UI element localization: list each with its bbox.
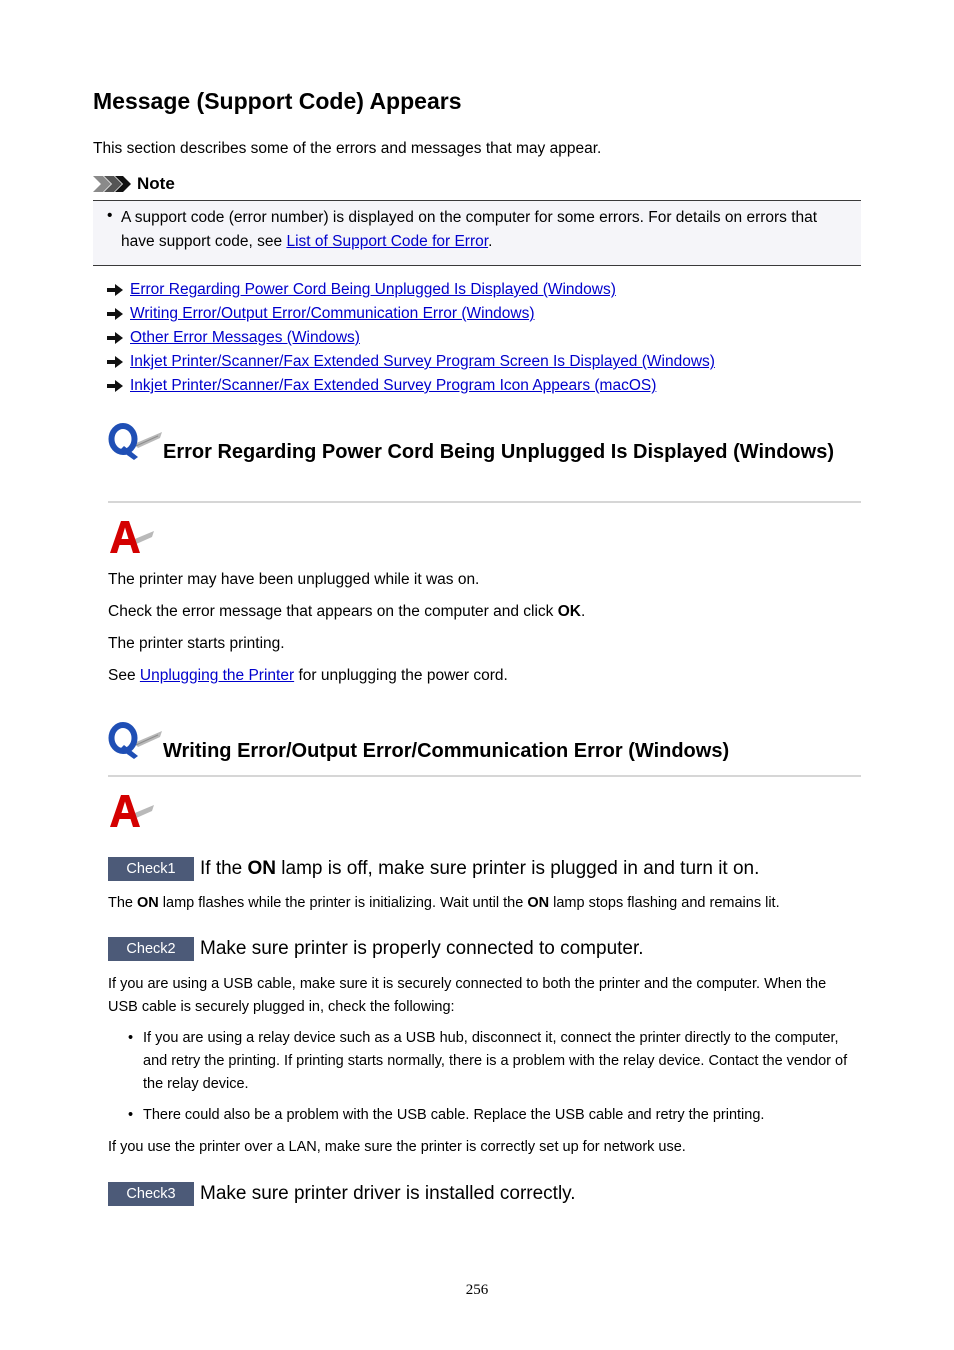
check2-heading [108, 937, 644, 961]
on-lamp-label: ON [527, 895, 550, 911]
section1-p3: The printer starts printing. [108, 635, 285, 652]
toc-link-writing-error[interactable]: Writing Error/Output Error/Communication Error (Windows) [130, 305, 535, 322]
check3-badge: Check3 [108, 1182, 194, 1206]
intro-text: This section describes some of the errors and messages that may appear. [93, 140, 602, 157]
check2-bullet-cable-text: There could also be a problem with the USB cable. Replace the USB cable and retry the printing. [143, 1107, 765, 1123]
answer-icon [108, 793, 156, 829]
section2-heading [163, 739, 863, 764]
toc-item-power-cord [107, 279, 616, 301]
check2-bullet-relay-text: If you are using a relay device such as a USB hub, disconnect it, connect the printer directly to the computer, and retry the printing. If printing starts normally, there is a problem with the relay device. Contact the vendor of the relay device. [143, 1030, 848, 1092]
answer-icon [108, 519, 156, 555]
ok-label: OK [557, 603, 581, 620]
section1-p2 [108, 603, 585, 621]
on-lamp-label: ON [137, 895, 159, 911]
check2-bullet-relay [128, 1027, 848, 1096]
right-arrow-icon [107, 332, 123, 344]
note-heading [93, 173, 175, 195]
note-text [121, 206, 851, 254]
check1-title-end: lamp is off, make sure printer is plugged in and turn it on. [276, 858, 760, 879]
check2-badge: Check2 [108, 937, 194, 961]
check1-desc-e: lamp stops flashing and remains lit. [549, 895, 780, 911]
check2-bullet-cable [128, 1104, 848, 1127]
toc-item-survey-screen [107, 351, 715, 373]
toc-link-survey-icon[interactable]: Inkjet Printer/Scanner/Fax Extended Survey Program Icon Appears (macOS) [130, 377, 657, 394]
section2-title: Writing Error/Output Error/Communication Error (Windows) [163, 740, 730, 762]
check1-title-start: If the [200, 858, 248, 879]
right-arrow-icon [107, 356, 123, 368]
check3-heading [108, 1182, 576, 1206]
right-arrow-icon [107, 284, 123, 296]
check3-title: Make sure printer driver is installed correctly. [200, 1183, 576, 1204]
check2-description: If you are using a USB cable, make sure it is securely connected to both the printer and the computer. When the USB cable is securely plugged in, check the following: [108, 976, 827, 1015]
section2-divider [108, 775, 861, 777]
support-code-list-link[interactable]: List of Support Code for Error [286, 233, 489, 250]
check2-title: Make sure printer is properly connected to computer. [200, 938, 644, 959]
note-box [93, 200, 861, 266]
bullet-dot: • [128, 1107, 134, 1123]
check1-badge: Check1 [108, 857, 194, 881]
check1-desc-c: lamp flashes while the printer is initializing. Wait until the [158, 895, 528, 911]
check1-description [108, 892, 780, 915]
right-arrow-icon [107, 380, 123, 392]
note-label: Note [137, 174, 175, 193]
section1-p4-end: for unplugging the power cord. [294, 667, 508, 684]
section1-divider [108, 501, 861, 503]
note-text-after: . [488, 233, 493, 250]
check1-desc-a: The [108, 895, 138, 911]
bullet-dot: • [128, 1030, 134, 1046]
section1-title: Error Regarding Power Cord Being Unplugged Is Displayed (Windows) [163, 441, 834, 463]
toc-link-power-cord[interactable]: Error Regarding Power Cord Being Unplugged Is Displayed (Windows) [130, 281, 616, 298]
check1-title [200, 858, 759, 880]
note-bullet: • [107, 207, 113, 224]
toc-item-other-errors [107, 327, 360, 349]
section1-heading [108, 440, 861, 465]
right-arrow-icon [107, 308, 123, 320]
section1-p1: The printer may have been unplugged while it was on. [108, 571, 480, 588]
note-arrows-icon [93, 175, 133, 193]
toc-link-other-errors[interactable]: Other Error Messages (Windows) [130, 329, 360, 346]
on-lamp-label: ON [247, 858, 277, 879]
note-text-before: A support code (error number) is displayed on the computer for some errors. For details on errors that have support code, see [121, 209, 818, 250]
question-icon [108, 721, 164, 761]
check1-heading [108, 857, 759, 881]
section1-p4 [108, 667, 508, 685]
page-title: Message (Support Code) Appears [93, 88, 462, 114]
section1-p4-text: See [108, 667, 140, 684]
toc-item-writing-error [107, 303, 535, 325]
toc-item-survey-icon [107, 375, 656, 397]
section1-p2-text: Check the error message that appears on the computer and click [108, 603, 558, 620]
toc-link-survey-screen[interactable]: Inkjet Printer/Scanner/Fax Extended Survey Program Screen Is Displayed (Windows) [130, 353, 715, 370]
section1-p2-end: . [581, 603, 586, 620]
check2-lan-text: If you use the printer over a LAN, make sure the printer is correctly set up for network use. [108, 1139, 686, 1155]
page-number: 256 [465, 1282, 489, 1298]
unplugging-printer-link[interactable]: Unplugging the Printer [139, 667, 295, 684]
